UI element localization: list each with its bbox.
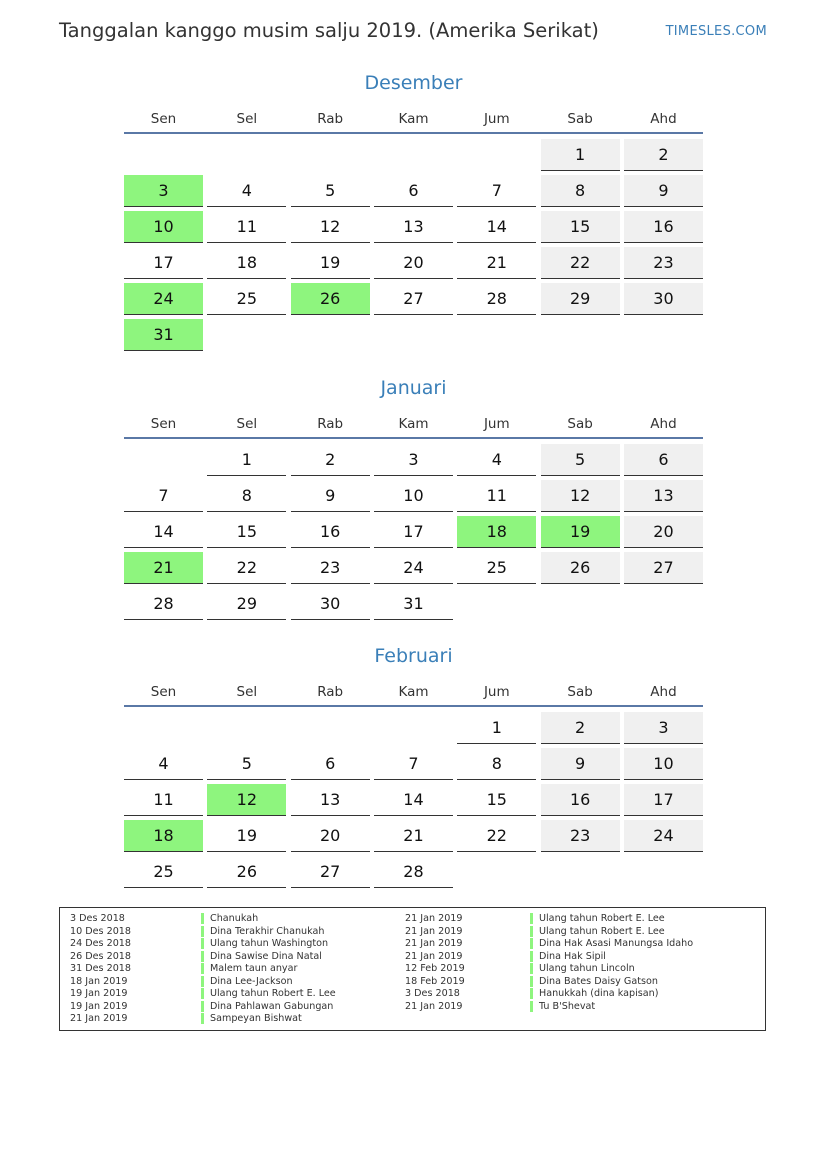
day-cell: 4 [124, 748, 203, 780]
day-cell: 8 [457, 748, 536, 780]
day-cell: 13 [291, 784, 370, 816]
weekend-day-cell: 2 [624, 139, 703, 171]
day-cell: 12 [291, 211, 370, 243]
holiday-day-cell: 21 [124, 552, 203, 584]
day-cell: 20 [374, 247, 453, 279]
holiday-date: 3 Des 2018 [70, 913, 125, 924]
weekday-label: Kam [398, 416, 429, 432]
holiday-name: Dina Bates Daisy Gatson [530, 976, 658, 987]
days-grid [124, 444, 703, 620]
holiday-name: Ulang tahun Robert E. Lee [201, 988, 336, 999]
day-cell: 22 [457, 820, 536, 852]
holiday-date: 10 Des 2018 [70, 925, 132, 937]
weekend-day-cell: 9 [541, 748, 620, 780]
holiday-name-row [530, 938, 693, 951]
day-cell: 11 [457, 480, 536, 512]
month-title: Desember [364, 72, 463, 94]
holiday-name-row [201, 1013, 336, 1026]
weekend-day-cell: 22 [541, 247, 620, 279]
holiday-name-row [201, 951, 336, 964]
holiday-day-cell: 19 [541, 516, 620, 548]
holiday-name: Ulang tahun Robert E. Lee [530, 926, 665, 937]
holiday-date: 18 Jan 2019 [70, 975, 128, 987]
day-cell: 18 [207, 247, 286, 279]
holiday-name-row [530, 926, 693, 939]
holiday-date: 26 Des 2018 [70, 950, 132, 962]
day-cell: 11 [207, 211, 286, 243]
weekday-label: Sel [236, 111, 258, 127]
empty-day-cell [291, 712, 370, 744]
weekend-day-cell: 24 [624, 820, 703, 852]
day-cell: 5 [207, 748, 286, 780]
day-cell: 22 [207, 552, 286, 584]
day-cell: 13 [374, 211, 453, 243]
holiday-name: Dina Hak Sipil [530, 951, 606, 962]
weekday-label: Sel [236, 684, 258, 700]
empty-day-cell [457, 139, 536, 171]
weekend-day-cell: 26 [541, 552, 620, 584]
holiday-day-cell: 24 [124, 283, 203, 315]
day-cell: 29 [207, 588, 286, 620]
holiday-date: 21 Jan 2019 [405, 1000, 463, 1012]
empty-day-cell [124, 712, 203, 744]
weekday-label: Sen [150, 111, 177, 127]
day-cell: 17 [124, 247, 203, 279]
holiday-day-cell: 18 [457, 516, 536, 548]
holiday-name: Dina Pahlawan Gabungan [201, 1001, 333, 1012]
empty-day-cell [124, 139, 203, 171]
holiday-name-row [201, 913, 336, 926]
holiday-date: 19 Jan 2019 [70, 988, 128, 999]
holiday-day-cell: 31 [124, 319, 203, 351]
day-cell: 4 [207, 175, 286, 207]
holiday-name-row [201, 963, 336, 976]
weekday-label: Ahd [650, 684, 677, 700]
holiday-name: Hanukkah (dina kapisan) [530, 988, 658, 999]
weekend-day-cell: 3 [624, 712, 703, 744]
holiday-date: 12 Feb 2019 [405, 963, 465, 974]
day-cell: 14 [374, 784, 453, 816]
legend-dates-left [70, 913, 131, 1026]
weekday-label: Sab [567, 684, 593, 700]
month-february [124, 643, 703, 888]
day-cell: 21 [374, 820, 453, 852]
weekend-day-cell: 12 [541, 480, 620, 512]
day-cell: 30 [291, 588, 370, 620]
weekday-header [124, 106, 703, 134]
weekend-day-cell: 5 [541, 444, 620, 476]
page-title: Tanggalan kanggo musim salju 2019. (Amerika Serikat) [59, 19, 599, 42]
weekday-label: Sel [236, 416, 258, 432]
holiday-date: 21 Jan 2019 [70, 1013, 128, 1024]
day-cell: 1 [457, 712, 536, 744]
day-cell: 8 [207, 480, 286, 512]
legend-names-left [201, 913, 336, 1026]
weekend-day-cell: 6 [624, 444, 703, 476]
day-cell: 14 [124, 516, 203, 548]
day-cell: 23 [291, 552, 370, 584]
month-title: Januari [380, 377, 447, 399]
weekend-day-cell: 20 [624, 516, 703, 548]
weekday-label: Jum [483, 684, 510, 700]
holiday-name: Dina Terakhir Chanukah [201, 926, 324, 937]
empty-day-cell [124, 444, 203, 476]
empty-day-cell [207, 712, 286, 744]
weekday-label: Sab [567, 416, 593, 432]
days-grid [124, 139, 703, 351]
day-cell: 7 [457, 175, 536, 207]
holiday-name-row [201, 938, 336, 951]
weekday-label: Ahd [650, 111, 677, 127]
holiday-day-cell: 26 [291, 283, 370, 315]
holiday-date: 24 Des 2018 [70, 938, 132, 949]
empty-day-cell [207, 139, 286, 171]
day-cell: 27 [291, 856, 370, 888]
holiday-name: Malem taun anyar [201, 963, 297, 974]
day-cell: 31 [374, 588, 453, 620]
day-cell: 16 [291, 516, 370, 548]
day-cell: 15 [457, 784, 536, 816]
month-title: Februari [374, 645, 453, 667]
day-cell: 2 [291, 444, 370, 476]
weekday-label: Rab [317, 416, 344, 432]
holiday-name-row [201, 926, 336, 939]
holiday-name-row [201, 1001, 336, 1014]
holiday-name: Dina Hak Asasi Manungsa Idaho [530, 938, 693, 949]
month-january [124, 375, 703, 620]
weekend-day-cell: 30 [624, 283, 703, 315]
weekday-header [124, 411, 703, 439]
holiday-name: Dina Lee-Jackson [201, 976, 293, 987]
holiday-name: Tu B'Shevat [530, 1001, 595, 1012]
empty-day-cell [291, 139, 370, 171]
holiday-date: 18 Feb 2019 [405, 975, 465, 987]
holiday-legend [59, 907, 766, 1031]
day-cell: 5 [291, 175, 370, 207]
day-cell: 25 [457, 552, 536, 584]
weekday-label: Jum [483, 111, 510, 127]
day-cell: 28 [457, 283, 536, 315]
site-link[interactable]: TIMESLES.COM [665, 24, 767, 39]
weekend-day-cell: 16 [624, 211, 703, 243]
day-cell: 28 [124, 588, 203, 620]
day-cell: 6 [374, 175, 453, 207]
holiday-name-row [530, 976, 693, 989]
weekday-label: Kam [398, 111, 429, 127]
holiday-day-cell: 12 [207, 784, 286, 816]
weekend-day-cell: 13 [624, 480, 703, 512]
day-cell: 3 [374, 444, 453, 476]
day-cell: 20 [291, 820, 370, 852]
weekend-day-cell: 17 [624, 784, 703, 816]
weekday-label: Sen [150, 684, 177, 700]
weekend-day-cell: 8 [541, 175, 620, 207]
day-cell: 19 [207, 820, 286, 852]
weekend-day-cell: 9 [624, 175, 703, 207]
day-cell: 26 [207, 856, 286, 888]
weekday-header [124, 679, 703, 707]
weekday-label: Sen [150, 416, 177, 432]
holiday-name-row [201, 988, 336, 1001]
holiday-day-cell: 10 [124, 211, 203, 243]
day-cell: 4 [457, 444, 536, 476]
holiday-name-row [530, 988, 693, 1001]
holiday-name: Ulang tahun Washington [201, 938, 328, 949]
day-cell: 28 [374, 856, 453, 888]
month-december [124, 70, 703, 351]
holiday-date: 21 Jan 2019 [405, 925, 463, 937]
day-cell: 1 [207, 444, 286, 476]
day-cell: 7 [124, 480, 203, 512]
weekend-day-cell: 1 [541, 139, 620, 171]
empty-day-cell [374, 712, 453, 744]
weekend-day-cell: 16 [541, 784, 620, 816]
holiday-name-row [530, 913, 693, 926]
weekday-label: Kam [398, 684, 429, 700]
holiday-day-cell: 18 [124, 820, 203, 852]
weekday-label: Ahd [650, 416, 677, 432]
day-cell: 14 [457, 211, 536, 243]
day-cell: 21 [457, 247, 536, 279]
holiday-name: Dina Sawise Dina Natal [201, 951, 322, 962]
day-cell: 15 [207, 516, 286, 548]
day-cell: 25 [124, 856, 203, 888]
holiday-name: Ulang tahun Robert E. Lee [530, 913, 665, 924]
day-cell: 19 [291, 247, 370, 279]
holiday-date: 21 Jan 2019 [405, 913, 463, 924]
holiday-date: 21 Jan 2019 [405, 950, 463, 962]
holiday-name-row [530, 1001, 693, 1014]
weekend-day-cell: 29 [541, 283, 620, 315]
empty-day-cell [374, 139, 453, 171]
weekend-day-cell: 2 [541, 712, 620, 744]
weekday-label: Sab [567, 111, 593, 127]
weekend-day-cell: 23 [624, 247, 703, 279]
weekend-day-cell: 23 [541, 820, 620, 852]
day-cell: 27 [374, 283, 453, 315]
weekday-label: Jum [483, 416, 510, 432]
weekend-day-cell: 15 [541, 211, 620, 243]
holiday-date: 21 Jan 2019 [405, 938, 463, 949]
holiday-day-cell: 3 [124, 175, 203, 207]
holiday-name: Sampeyan Bishwat [201, 1013, 302, 1024]
day-cell: 9 [291, 480, 370, 512]
day-cell: 6 [291, 748, 370, 780]
day-cell: 25 [207, 283, 286, 315]
day-cell: 17 [374, 516, 453, 548]
holiday-date: 3 Des 2018 [405, 988, 460, 999]
day-cell: 24 [374, 552, 453, 584]
holiday-name-row [530, 951, 693, 964]
day-cell: 10 [374, 480, 453, 512]
weekday-label: Rab [317, 684, 344, 700]
holiday-name-row [201, 976, 336, 989]
weekend-day-cell: 10 [624, 748, 703, 780]
day-cell: 7 [374, 748, 453, 780]
legend-names-right [530, 913, 693, 1013]
holiday-date: 19 Jan 2019 [70, 1000, 128, 1012]
holiday-name-row [530, 963, 693, 976]
days-grid [124, 712, 703, 888]
weekend-day-cell: 27 [624, 552, 703, 584]
holiday-date: 31 Des 2018 [70, 963, 132, 974]
weekday-label: Rab [317, 111, 344, 127]
holiday-name: Chanukah [201, 913, 258, 924]
holiday-name: Ulang tahun Lincoln [530, 963, 635, 974]
day-cell: 11 [124, 784, 203, 816]
legend-dates-right [405, 913, 465, 1013]
